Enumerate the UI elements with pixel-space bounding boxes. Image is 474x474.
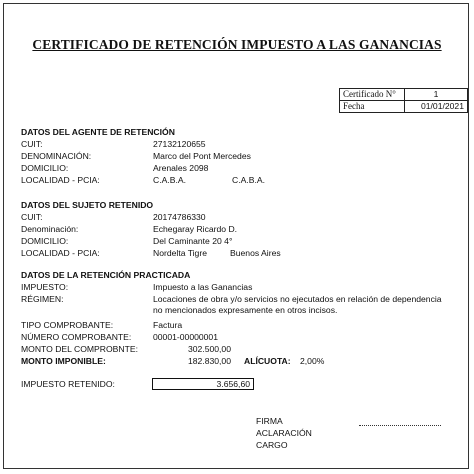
- taxable-label: MONTO IMPONIBLE:: [21, 356, 106, 366]
- certificate-page: [3, 3, 469, 469]
- agent-name-label: DENOMINACIÓN:: [21, 151, 92, 161]
- subject-locality-label: LOCALIDAD - PCIA:: [21, 248, 100, 258]
- tax-value: Impuesto a las Ganancias: [153, 282, 253, 292]
- withheld-value-box: 3.656,60: [152, 378, 254, 390]
- agent-name-value: Marco del Pont Mercedes: [153, 151, 251, 161]
- subject-province-value: Buenos Aires: [230, 248, 281, 258]
- subject-cuit-label: CUIT:: [21, 212, 43, 222]
- agent-address-value: Arenales 2098: [153, 163, 209, 173]
- firma-signature-line: [359, 425, 441, 426]
- subject-name-label: Denominación:: [21, 224, 79, 234]
- subject-address-label: DOMICILIO:: [21, 236, 69, 246]
- certificate-date-label: Fecha: [340, 101, 405, 113]
- certificate-info-table: [339, 88, 468, 113]
- rate-label: ALÍCUOTA:: [244, 356, 291, 366]
- agent-heading: DATOS DEL AGENTE DE RETENCIÓN: [21, 127, 175, 137]
- agent-address-label: DOMICILIO:: [21, 163, 69, 173]
- agent-cuit-value: 27132120655: [153, 139, 206, 149]
- regime-value: Locaciones de obra y/o servicios no ejecutados en relación de dependencia no mencionados expresamente en otros incisos.: [153, 294, 442, 315]
- subject-cuit-value: 20174786330: [153, 212, 206, 222]
- voucher-amount-label: MONTO DEL COMPROBNTE:: [21, 344, 138, 354]
- aclaracion-label: ACLARACIÓN: [256, 428, 312, 438]
- document-title: CERTIFICADO DE RETENCIÓN IMPUESTO A LAS GANANCIAS: [32, 37, 442, 52]
- subject-address-value: Del Caminante 20 4°: [153, 236, 233, 246]
- certificate-date-value: 01/01/2021: [405, 101, 468, 113]
- certificate-number-label: Certificado N°: [340, 89, 405, 101]
- regime-label: RÉGIMEN:: [21, 294, 64, 304]
- taxable-value: 182.830,00: [187, 356, 231, 366]
- cargo-label: CARGO: [256, 440, 288, 450]
- subject-locality-value: Nordelta Tigre: [153, 248, 207, 258]
- tax-label: IMPUESTO:: [21, 282, 69, 292]
- agent-locality-value: C.A.B.A.: [153, 175, 186, 185]
- voucher-number-value: 00001-00000001: [153, 332, 218, 342]
- voucher-number-label: NÚMERO COMPROBANTE:: [21, 332, 132, 342]
- voucher-type-value: Factura: [153, 320, 183, 330]
- voucher-type-label: TIPO COMPROBANTE:: [21, 320, 114, 330]
- subject-heading: DATOS DEL SUJETO RETENIDO: [21, 200, 154, 210]
- retention-heading: DATOS DE LA RETENCIÓN PRACTICADA: [21, 270, 191, 280]
- agent-province-value: C.A.B.A.: [232, 175, 265, 185]
- agent-cuit-label: CUIT:: [21, 139, 43, 149]
- subject-name-value: Echegaray Ricardo D.: [153, 224, 238, 234]
- rate-value: 2,00%: [300, 356, 325, 366]
- withheld-label: IMPUESTO RETENIDO:: [21, 379, 115, 389]
- firma-label: FIRMA: [256, 416, 283, 426]
- certificate-number-value: 1: [405, 89, 468, 101]
- voucher-amount-value: 302.500,00: [187, 344, 231, 354]
- agent-locality-label: LOCALIDAD - PCIA:: [21, 175, 100, 185]
